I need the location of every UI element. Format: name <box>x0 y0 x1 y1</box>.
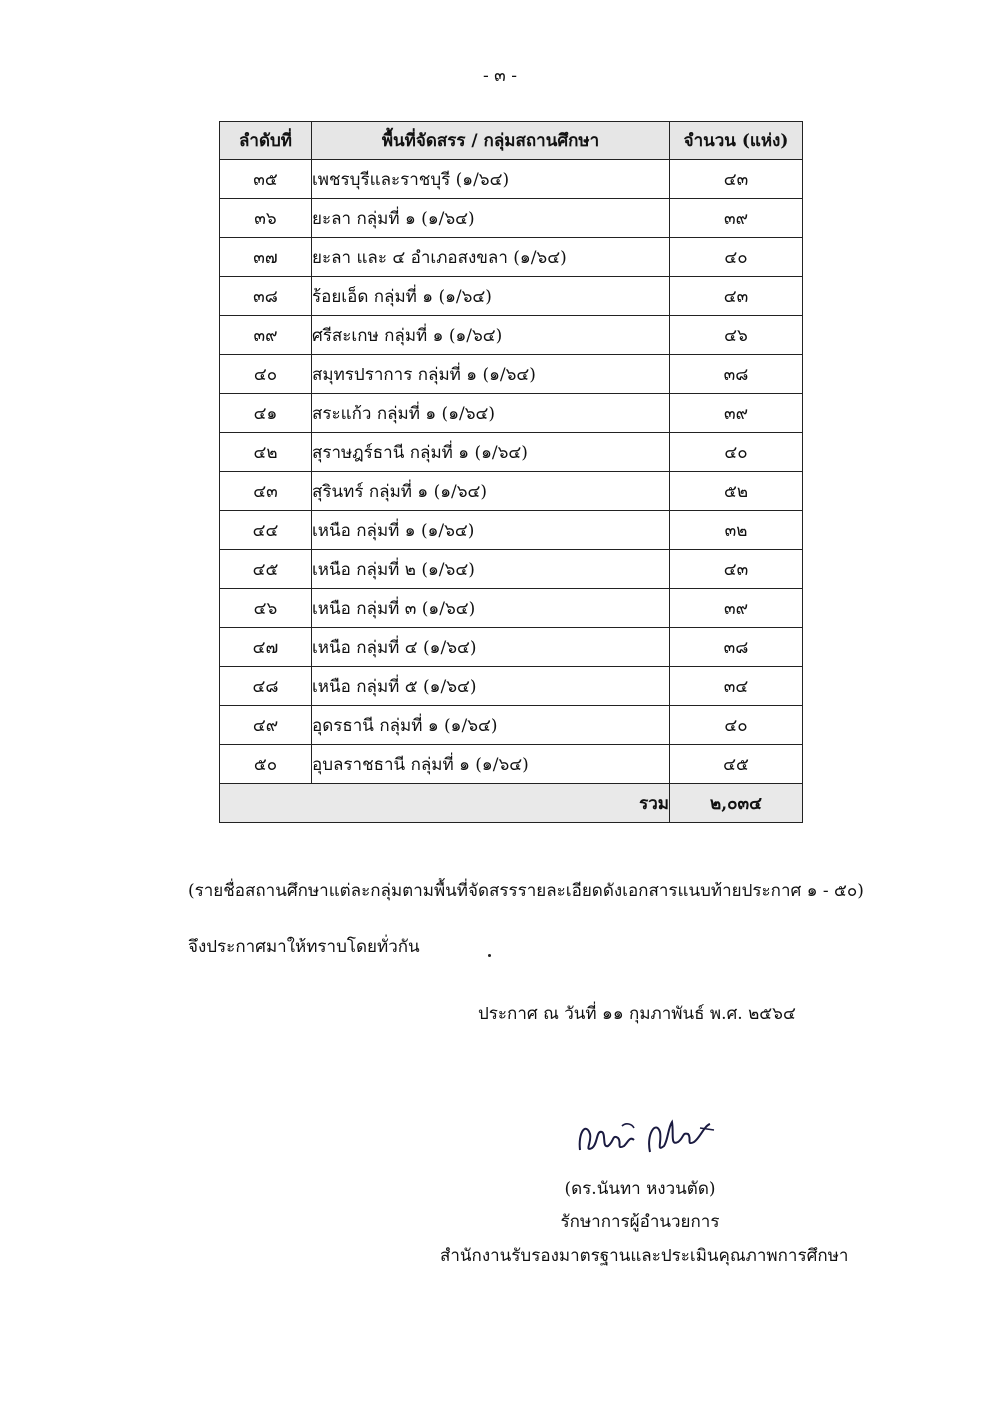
row-number: ๔๒ <box>220 433 312 472</box>
row-area: สุราษฎร์ธานี กลุ่มที่ ๑ (๑/๖๔) <box>312 433 670 472</box>
table-row <box>220 160 803 199</box>
total-label: รวม <box>220 784 670 823</box>
row-number: ๔๗ <box>220 628 312 667</box>
row-number: ๓๙ <box>220 316 312 355</box>
row-count: ๓๙ <box>670 589 803 628</box>
row-number: ๓๕ <box>220 160 312 199</box>
table-row <box>220 745 803 784</box>
row-count: ๔๐ <box>670 238 803 277</box>
row-area: สระแก้ว กลุ่มที่ ๑ (๑/๖๔) <box>312 394 670 433</box>
table-row <box>220 589 803 628</box>
row-number: ๔๘ <box>220 667 312 706</box>
header-count: จำนวน (แห่ง) <box>670 122 803 160</box>
table-header-row <box>220 122 803 160</box>
table-row <box>220 706 803 745</box>
row-area: อุดรธานี กลุ่มที่ ๑ (๑/๖๔) <box>312 706 670 745</box>
row-number: ๕๐ <box>220 745 312 784</box>
row-count: ๔๓ <box>670 277 803 316</box>
row-area: ร้อยเอ็ด กลุ่มที่ ๑ (๑/๖๔) <box>312 277 670 316</box>
signer-position: รักษาการผู้อำนวยการ <box>560 1212 720 1232</box>
row-number: ๓๗ <box>220 238 312 277</box>
row-area: ศรีสะเกษ กลุ่มที่ ๑ (๑/๖๔) <box>312 316 670 355</box>
row-count: ๔๖ <box>670 316 803 355</box>
row-area: ยะลา และ ๔ อำเภอสงขลา (๑/๖๔) <box>312 238 670 277</box>
table-row <box>220 238 803 277</box>
closing-statement: จึงประกาศมาให้ทราบโดยทั่วกัน <box>188 937 420 957</box>
row-count: ๕๒ <box>670 472 803 511</box>
row-area: สุรินทร์ กลุ่มที่ ๑ (๑/๖๔) <box>312 472 670 511</box>
row-number: ๔๑ <box>220 394 312 433</box>
header-order: ลำดับที่ <box>220 122 312 160</box>
table-row <box>220 667 803 706</box>
table-row <box>220 394 803 433</box>
table-row <box>220 511 803 550</box>
total-row <box>220 784 803 823</box>
row-number: ๔๙ <box>220 706 312 745</box>
row-area: ยะลา กลุ่มที่ ๑ (๑/๖๔) <box>312 199 670 238</box>
office-name: สำนักงานรับรองมาตรฐานและประเมินคุณภาพการศึกษา <box>440 1246 849 1266</box>
announcement-date: ประกาศ ณ วันที่ ๑๑ กุมภาพันธ์ พ.ศ. ๒๕๖๔ <box>478 1004 796 1024</box>
stray-dot <box>488 954 491 957</box>
row-number: ๔๓ <box>220 472 312 511</box>
row-count: ๔๐ <box>670 433 803 472</box>
row-area: สมุทรปราการ กลุ่มที่ ๑ (๑/๖๔) <box>312 355 670 394</box>
table-row <box>220 277 803 316</box>
row-number: ๓๘ <box>220 277 312 316</box>
row-count: ๓๙ <box>670 394 803 433</box>
row-count: ๓๔ <box>670 667 803 706</box>
row-count: ๓๒ <box>670 511 803 550</box>
row-area: เหนือ กลุ่มที่ ๔ (๑/๖๔) <box>312 628 670 667</box>
row-count: ๔๓ <box>670 550 803 589</box>
row-area: เหนือ กลุ่มที่ ๑ (๑/๖๔) <box>312 511 670 550</box>
signer-name: (ดร.นันทา หงวนตัด) <box>564 1179 716 1199</box>
total-value: ๒,๐๓๔ <box>670 784 803 823</box>
table-row <box>220 433 803 472</box>
attachment-note: (รายชื่อสถานศึกษาแต่ละกลุ่มตามพื้นที่จัดสรรรายละเอียดดังเอกสารแนบท้ายประกาศ ๑ - ๕๐) <box>188 881 864 901</box>
table-row <box>220 550 803 589</box>
row-count: ๓๙ <box>670 199 803 238</box>
row-number: ๔๖ <box>220 589 312 628</box>
table-body <box>220 160 803 784</box>
allocation-table <box>219 121 803 823</box>
table-row <box>220 199 803 238</box>
row-count: ๔๐ <box>670 706 803 745</box>
row-area: เหนือ กลุ่มที่ ๒ (๑/๖๔) <box>312 550 670 589</box>
row-area: อุบลราชธานี กลุ่มที่ ๑ (๑/๖๔) <box>312 745 670 784</box>
row-area: เหนือ กลุ่มที่ ๕ (๑/๖๔) <box>312 667 670 706</box>
header-area: พื้นที่จัดสรร / กลุ่มสถานศึกษา <box>312 122 670 160</box>
handwritten-signature <box>572 1112 732 1164</box>
table-row <box>220 628 803 667</box>
row-count: ๓๘ <box>670 628 803 667</box>
page-number: - ๓ - <box>483 66 517 86</box>
row-number: ๔๕ <box>220 550 312 589</box>
row-count: ๓๘ <box>670 355 803 394</box>
row-number: ๓๖ <box>220 199 312 238</box>
row-number: ๔๐ <box>220 355 312 394</box>
table-row <box>220 316 803 355</box>
row-count: ๔๓ <box>670 160 803 199</box>
row-area: เพชรบุรีและราชบุรี (๑/๖๔) <box>312 160 670 199</box>
row-count: ๔๕ <box>670 745 803 784</box>
table-row <box>220 355 803 394</box>
row-area: เหนือ กลุ่มที่ ๓ (๑/๖๔) <box>312 589 670 628</box>
table-row <box>220 472 803 511</box>
row-number: ๔๔ <box>220 511 312 550</box>
